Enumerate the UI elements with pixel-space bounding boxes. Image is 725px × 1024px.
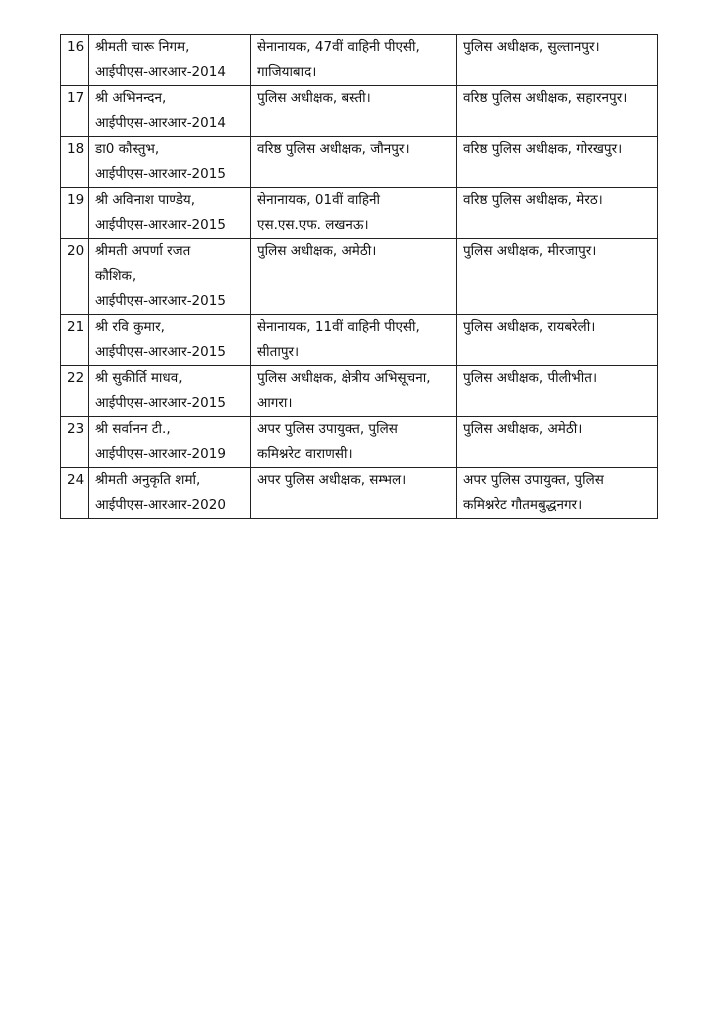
- officer-line: आईपीएस-आरआर-2014: [95, 64, 226, 80]
- serial-number-cell: 18: [61, 137, 89, 188]
- new-post-cell: [457, 366, 658, 417]
- new-post-line: वरिष्ठ पुलिस अधीक्षक, गोरखपुर।: [463, 141, 623, 157]
- current-post-line: सेनानायक, 47वीं वाहिनी पीएसी,: [257, 39, 420, 55]
- serial-number-cell: 23: [61, 417, 89, 468]
- new-post-cell: [457, 137, 658, 188]
- current-post-cell: [251, 315, 457, 366]
- officer-line: श्री रवि कुमार,: [95, 319, 165, 335]
- serial-number-cell: 22: [61, 366, 89, 417]
- current-post-line: वरिष्ठ पुलिस अधीक्षक, जौनपुर।: [257, 141, 410, 157]
- officer-cell: [89, 366, 251, 417]
- new-post-cell: [457, 239, 658, 315]
- officer-line: श्री सुकीर्ति माधव,: [95, 370, 183, 386]
- officer-cell: [89, 315, 251, 366]
- new-post-cell: [457, 35, 658, 86]
- current-post-cell: [251, 417, 457, 468]
- current-post-line: सेनानायक, 01वीं वाहिनी: [257, 192, 381, 208]
- officer-cell: [89, 468, 251, 519]
- current-post-cell: [251, 137, 457, 188]
- current-post-line: गाजियाबाद।: [257, 64, 317, 80]
- new-post-line: पुलिस अधीक्षक, सुल्तानपुर।: [463, 39, 600, 55]
- table-row: [61, 188, 658, 239]
- officer-line: श्रीमती चारू निगम,: [95, 39, 190, 55]
- officer-cell: [89, 188, 251, 239]
- officer-cell: [89, 35, 251, 86]
- new-post-cell: [457, 417, 658, 468]
- new-post-cell: [457, 315, 658, 366]
- serial-number-cell: 24: [61, 468, 89, 519]
- current-post-cell: [251, 35, 457, 86]
- officer-cell: [89, 239, 251, 315]
- current-post-line: कमिश्नरेट वाराणसी।: [257, 446, 353, 462]
- officer-line: आईपीएस-आरआर-2014: [95, 115, 226, 131]
- transfer-table-body: [61, 35, 658, 519]
- officer-cell: [89, 417, 251, 468]
- new-post-line: वरिष्ठ पुलिस अधीक्षक, सहारनपुर।: [463, 90, 628, 106]
- new-post-line: पुलिस अधीक्षक, पीलीभीत।: [463, 370, 598, 386]
- transfer-table: [60, 34, 658, 519]
- serial-number-cell: 21: [61, 315, 89, 366]
- officer-line: आईपीएस-आरआर-2015: [95, 217, 226, 233]
- current-post-cell: [251, 86, 457, 137]
- current-post-line: अपर पुलिस अधीक्षक, सम्भल।: [257, 472, 407, 488]
- current-post-line: अपर पुलिस उपायुक्त, पुलिस: [257, 421, 398, 437]
- table-row: [61, 315, 658, 366]
- current-post-cell: [251, 188, 457, 239]
- officer-line: आईपीएस-आरआर-2015: [95, 344, 226, 360]
- current-post-line: पुलिस अधीक्षक, क्षेत्रीय अभिसूचना,: [257, 370, 431, 386]
- current-post-line: सेनानायक, 11वीं वाहिनी पीएसी,: [257, 319, 420, 335]
- table-row: [61, 86, 658, 137]
- serial-number-cell: 16: [61, 35, 89, 86]
- current-post-cell: [251, 468, 457, 519]
- officer-cell: [89, 137, 251, 188]
- current-post-line: पुलिस अधीक्षक, अमेठी।: [257, 243, 377, 259]
- new-post-line: वरिष्ठ पुलिस अधीक्षक, मेरठ।: [463, 192, 603, 208]
- current-post-line: आगरा।: [257, 395, 293, 411]
- new-post-line: कमिश्नरेट गौतमबुद्धनगर।: [463, 497, 583, 513]
- serial-number-cell: 19: [61, 188, 89, 239]
- table-row: [61, 239, 658, 315]
- current-post-cell: [251, 239, 457, 315]
- current-post-cell: [251, 366, 457, 417]
- officer-cell: [89, 86, 251, 137]
- new-post-line: पुलिस अधीक्षक, रायबरेली।: [463, 319, 596, 335]
- new-post-line: अपर पुलिस उपायुक्त, पुलिस: [463, 472, 604, 488]
- officer-line: डा0 कौस्तुभ,: [95, 141, 160, 157]
- officer-line: आईपीएस-आरआर-2020: [95, 497, 226, 513]
- table-row: [61, 468, 658, 519]
- table-row: [61, 35, 658, 86]
- serial-number-cell: 17: [61, 86, 89, 137]
- table-row: [61, 366, 658, 417]
- current-post-line: एस.एस.एफ. लखनऊ।: [257, 217, 369, 233]
- new-post-line: पुलिस अधीक्षक, अमेठी।: [463, 421, 583, 437]
- officer-line: श्री सर्वानन टी.,: [95, 421, 171, 437]
- new-post-cell: [457, 188, 658, 239]
- current-post-line: सीतापुर।: [257, 344, 300, 360]
- officer-line: श्री अविनाश पाण्डेय,: [95, 192, 196, 208]
- new-post-cell: [457, 468, 658, 519]
- serial-number-cell: 20: [61, 239, 89, 315]
- officer-line: आईपीएस-आरआर-2019: [95, 446, 226, 462]
- officer-line: श्री अभिनन्दन,: [95, 90, 167, 106]
- table-row: [61, 417, 658, 468]
- officer-line: श्रीमती अनुकृति शर्मा,: [95, 472, 201, 488]
- table-row: [61, 137, 658, 188]
- officer-line: श्रीमती अपर्णा रजत: [95, 243, 191, 259]
- officer-line: आईपीएस-आरआर-2015: [95, 166, 226, 182]
- officer-line: आईपीएस-आरआर-2015: [95, 293, 226, 309]
- new-post-line: पुलिस अधीक्षक, मीरजापुर।: [463, 243, 597, 259]
- officer-line: कौशिक,: [95, 268, 137, 284]
- current-post-line: पुलिस अधीक्षक, बस्ती।: [257, 90, 371, 106]
- new-post-cell: [457, 86, 658, 137]
- officer-line: आईपीएस-आरआर-2015: [95, 395, 226, 411]
